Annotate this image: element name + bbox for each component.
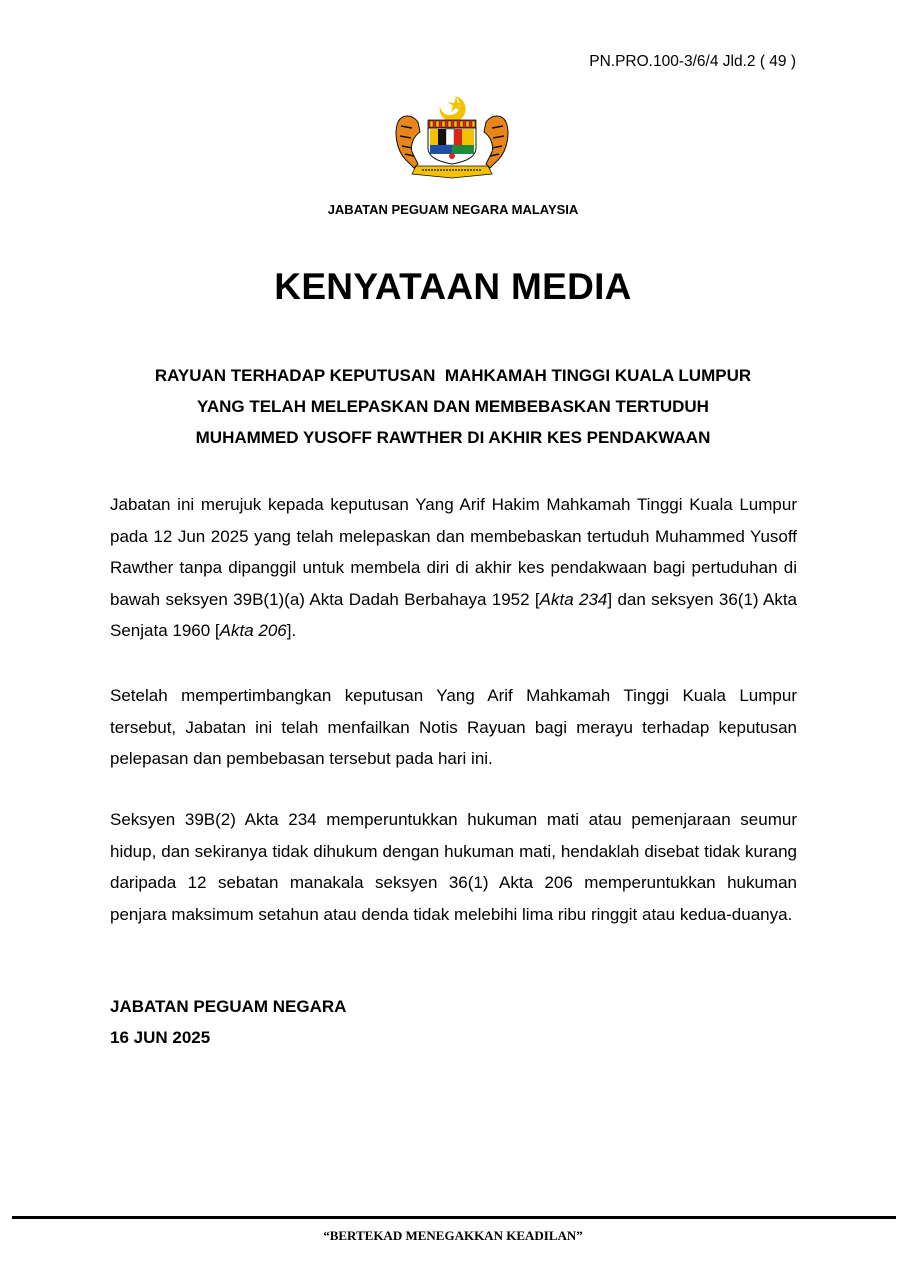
paragraph-1-act-206: Akta 206 — [219, 621, 287, 640]
headline-line-2: YANG TELAH MELEPASKAN DAN MEMBEBASKAN TERTUDUH — [197, 397, 709, 416]
signature-date: 16 JUN 2025 — [110, 1028, 211, 1047]
paragraph-1-text-b: ] dan seksyen 36(1) Akta Senjata 1960 [ — [110, 589, 798, 640]
paragraph-2: Setelah mempertimbangkan keputusan Yang Arif Mahkamah Tinggi Kuala Lumpur tersebut, Jabatan ini telah menfailkan Notis Rayuan bagi merayu terhadap keputusan pelepasan dan pembebasan tersebut pada hari ini. — [110, 686, 797, 768]
coat-of-arms-icon — [392, 92, 512, 184]
headline-line-3: MUHAMMED YUSOFF RAWTHER DI AKHIR KES PENDAKWAAN — [195, 428, 711, 447]
headline — [100, 360, 806, 453]
paragraph-1 — [110, 489, 797, 647]
paragraph-1-act-234: Akta 234 — [539, 589, 608, 609]
reference-number: PN.PRO.100-3/6/4 Jld.2 ( 49 ) — [589, 53, 796, 70]
headline-line-1: RAYUAN TERHADAP KEPUTUSAN MAHKAMAH TINGGI KUALA LUMPUR — [154, 366, 752, 385]
document-title: KENYATAAN MEDIA — [274, 266, 632, 307]
footer-motto: “BERTEKAD MENEGAKKAN KEADILAN” — [323, 1228, 583, 1243]
paragraph-1-text-a: Jabatan ini merujuk kepada keputusan Yang Arif Hakim Mahkamah Tinggi Kuala Lumpur pada 12 Jun 2025 yang telah melepaskan dan membebaskan tertuduh Muhammed Yusoff Rawther tanpa dipanggil untuk membela diri di akhir kes pendakwaan bagi pertuduhan di bawah seksyen 39B(1)(a) Akta Dadah Berbahaya 1952 [ — [110, 495, 797, 609]
agency-name: JABATAN PEGUAM NEGARA MALAYSIA — [327, 202, 579, 217]
paragraph-3: Seksyen 39B(2) Akta 234 memperuntukkan hukuman mati atau pemenjaraan seumur hidup, dan sekiranya tidak dihukum dengan hukuman mati, hendaklah disebat tidak kurang daripada 12 sebatan manakala seksyen 36(1) Akta 206 memperuntukkan hukuman penjara maksimum setahun atau denda tidak melebihi lima ribu ringgit atau kedua-duanya. — [110, 810, 797, 924]
paragraph-1-text-c: ]. — [286, 621, 297, 640]
signature-organization: JABATAN PEGUAM NEGARA — [110, 997, 347, 1016]
footer-divider — [12, 1216, 896, 1219]
